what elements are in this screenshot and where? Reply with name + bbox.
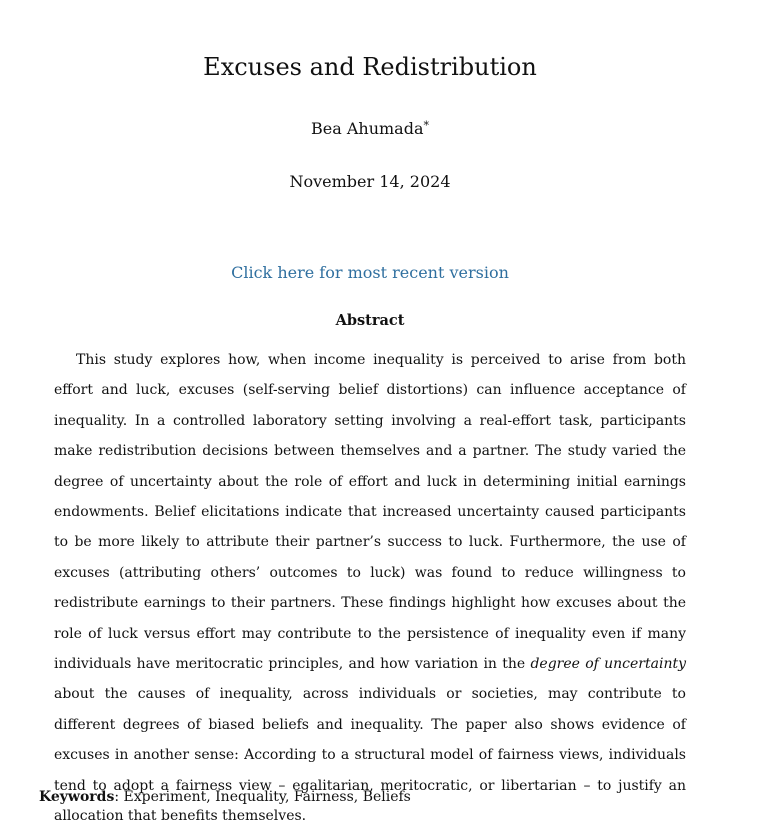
author-name: Bea Ahumada — [310, 119, 424, 138]
abstract-text-part-2: about the causes of inequality, across individuals or societies, may contribute to different degrees of biased beliefs and inequality. The paper also shows evidence of excuses in another sense: According to a structural model of fairness views, individuals tend to adopt a fairness view – egalitarian, meritocratic, or libertarian – to justify an allocation that benefits themselves. — [54, 686, 686, 825]
paper-date: November 14, 2024 — [289, 172, 451, 191]
abstract-emphasis: degree of uncertainty — [530, 656, 686, 673]
author-line — [0, 119, 740, 139]
keywords-label: Keywords — [39, 789, 115, 805]
author-footnote-marker[interactable]: * — [423, 119, 429, 132]
keywords-line — [39, 787, 719, 807]
keywords-list: Experiment, Inequality, Fairness, Beliefs — [123, 789, 411, 805]
recent-version-link[interactable]: Click here for most recent version — [231, 263, 509, 282]
abstract-heading: Abstract — [335, 312, 405, 329]
abstract-text-part-1: This study explores how, when income inequality is perceived to arise from both effort and luck, excuses (self-serving belief distortions) can influence acceptance of inequality. In a controlled laboratory setting involving a real-effort task, participants make redistribution decisions between themselves and a partner. The study varied the degree of uncertainty about the role of effort and luck in determining initial earnings endowments. Belief elicitations indicate that increased uncertainty caused participants to be more likely to attribute their partner’s success to luck. Furthermore, the use of excuses (attributing others’ outcomes to luck) was found to reduce willingness to redistribute earnings to their partners. These findings highlight how excuses about the role of luck versus effort may contribute to the persistence of inequality even if many individuals have meritocratic principles, and how variation in the — [54, 352, 686, 673]
keywords-separator: : — [114, 789, 120, 805]
abstract-text — [54, 345, 686, 832]
paper-title: Excuses and Redistribution — [203, 53, 537, 81]
